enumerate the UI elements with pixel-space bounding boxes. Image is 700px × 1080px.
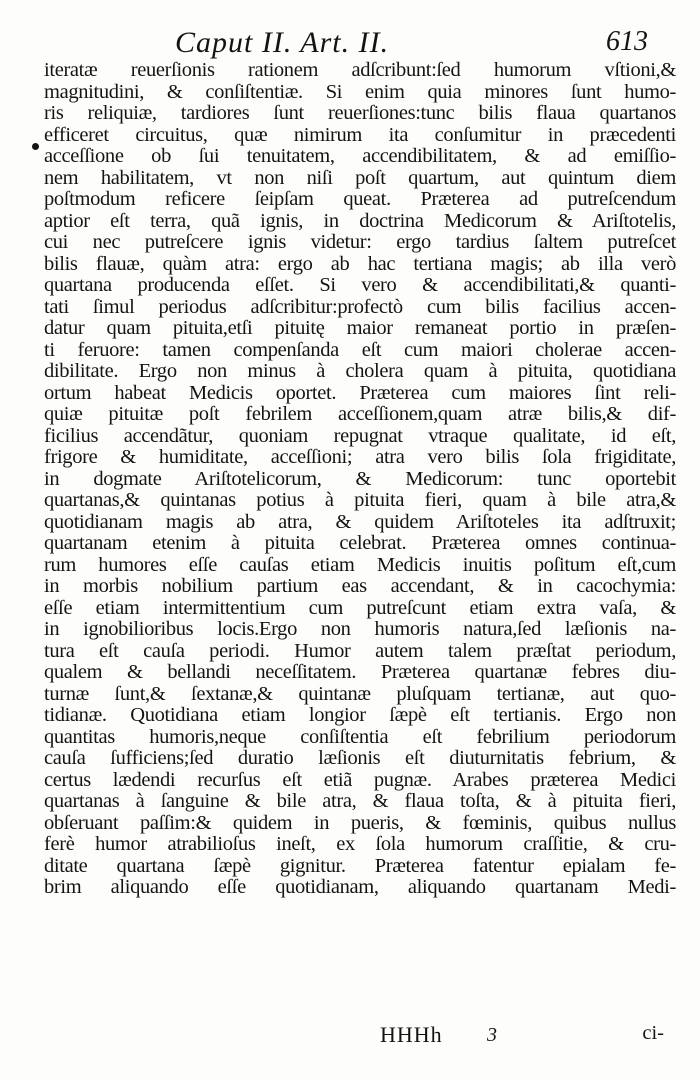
text-line: datur quam pituita,etſi pituitę maior remaneat portio in præſen-	[44, 317, 676, 339]
text-line: quartanas à ſanguine & bile atra, & flaua toſta, & à pituita fieri,	[44, 790, 676, 812]
text-line: tidianæ. Quotidiana etiam longior ſæpè eſt tertianis. Ergo non	[44, 704, 676, 726]
text-line: efficeret circuitus, quæ nimirum ita conſumitur in præcedenti	[44, 123, 676, 146]
text-line: poſtmodum reficere ſeipſam queat. Præterea ad putreſcendum	[44, 188, 676, 210]
text-line: cauſa ſufficiens;ſed duratio læſionis eſt diuturnitatis febrium, &	[44, 747, 676, 769]
text-line: in ignobilioribus locis.Ergo non humoris natura,ſed læſionis na-	[44, 618, 676, 640]
text-line: ortum habeat Medicis oportet. Præterea cum maiores ſint reli-	[44, 381, 676, 404]
text-line: qualem & bellandi neceſſitatem. Præterea quartanæ febres diu-	[44, 661, 676, 683]
catchword: ci-	[642, 1022, 664, 1044]
text-line: quartana producenda eſſet. Si vero & accendibilitati,& quanti-	[44, 274, 676, 296]
text-line: ferè humor atrabilioſus ineſt, ex ſola humorum craſſitie, & cru-	[44, 833, 676, 855]
page-number: 613	[606, 26, 648, 57]
text-line: bilis flauæ, quàm atra: ergo ab hac tertiana magis; ab illa verò	[44, 252, 676, 275]
text-line: obſeruant paſſim:& quidem in pueris, & fœminis, quibus nullus	[44, 811, 676, 834]
page-footer	[0, 1022, 700, 1052]
text-line: brim aliquando eſſe quotidianam, aliquando quartanam Medi-	[44, 876, 676, 898]
text-line: acceſſione ob ſui tenuitatem, accendibilitatem, & ad emiſſio-	[44, 145, 676, 167]
text-line: ditate quartana ſæpè gignitur. Præterea fatentur epialam fe-	[44, 854, 676, 877]
text-line: iteratæ reuerſionis rationem adſcribunt:ſed humorum vſtioni,&	[44, 59, 676, 81]
text-line: nem habilitatem, vt non niſi poſt quartum, aut quintum diem	[44, 166, 676, 189]
text-line: rum humores eſſe cauſas etiam Medicis inuitis poſitum eſt,cum	[44, 553, 676, 576]
text-line: ficilius accendãtur, quoniam repugnat vtraque qualitate, id eſt,	[44, 424, 676, 447]
body-text	[44, 60, 676, 899]
text-line: quartanam etenim à pituita celebrat. Præterea omnes continua-	[44, 532, 676, 554]
text-line: in dogmate Ariſtotelicorum, & Medicorum: tunc oportebit	[44, 467, 676, 490]
text-line: quantitas humoris,neque conſiſtentia eſt febrilium periodorum	[44, 725, 676, 748]
text-line: tati ſimul periodus adſcribitur:profectò cum bilis facilius accen-	[44, 295, 676, 318]
margin-mark-dot	[32, 143, 39, 150]
running-head	[0, 24, 700, 64]
text-line: ris reliquiæ, tardiores ſunt reuerſiones:tunc bilis flaua quartanos	[44, 102, 676, 124]
text-line: certus lædendi recurſus eſt etiã pugnæ. Arabes præterea Medici	[44, 768, 676, 791]
text-line: quartanas,& quintanas potius à pituita fieri, quam à bile atra,&	[44, 489, 676, 511]
signature-mark: HHHh	[380, 1022, 443, 1047]
text-line: tura eſt cauſa periodi. Humor autem talem præſtat periodum,	[44, 639, 676, 662]
text-line: quiæ pituitæ poſt febrilem acceſſionem,quam atræ bilis,& dif-	[44, 403, 676, 425]
text-line: dibilitate. Ergo non minus à cholera quam à pituita, quotidiana	[44, 360, 676, 382]
text-line: cui nec putreſcere ignis videtur: ergo tardius ſaltem putreſcet	[44, 231, 676, 253]
text-line: eſſe etiam intermittentium cum putreſcunt etiam extra vaſa, &	[44, 596, 676, 619]
signature-number: 3	[487, 1024, 497, 1046]
running-title: Caput II. Art. II.	[175, 26, 390, 59]
text-line: magnitudini, & conſiſtentiæ. Si enim quia minores ſunt humo-	[44, 80, 676, 103]
text-line: quotidianam magis ab atra, & quidem Ariſtoteles ita adſtruxit;	[44, 510, 676, 533]
text-line: in morbis nobilium partium eas accendant, & in cacochymia:	[44, 575, 676, 597]
text-line: ti feruore: tamen compenſanda eſt cum maiori cholerae accen-	[44, 338, 676, 361]
text-line: turnæ ſunt,& ſextanæ,& quintanæ pluſquam tertianæ, aut quo-	[44, 682, 676, 705]
text-line: aptior eſt terra, quã ignis, in doctrina Medicorum & Ariſtotelis,	[44, 209, 676, 232]
text-line: frigore & humiditate, acceſſioni; atra vero bilis ſola frigiditate,	[44, 446, 676, 468]
